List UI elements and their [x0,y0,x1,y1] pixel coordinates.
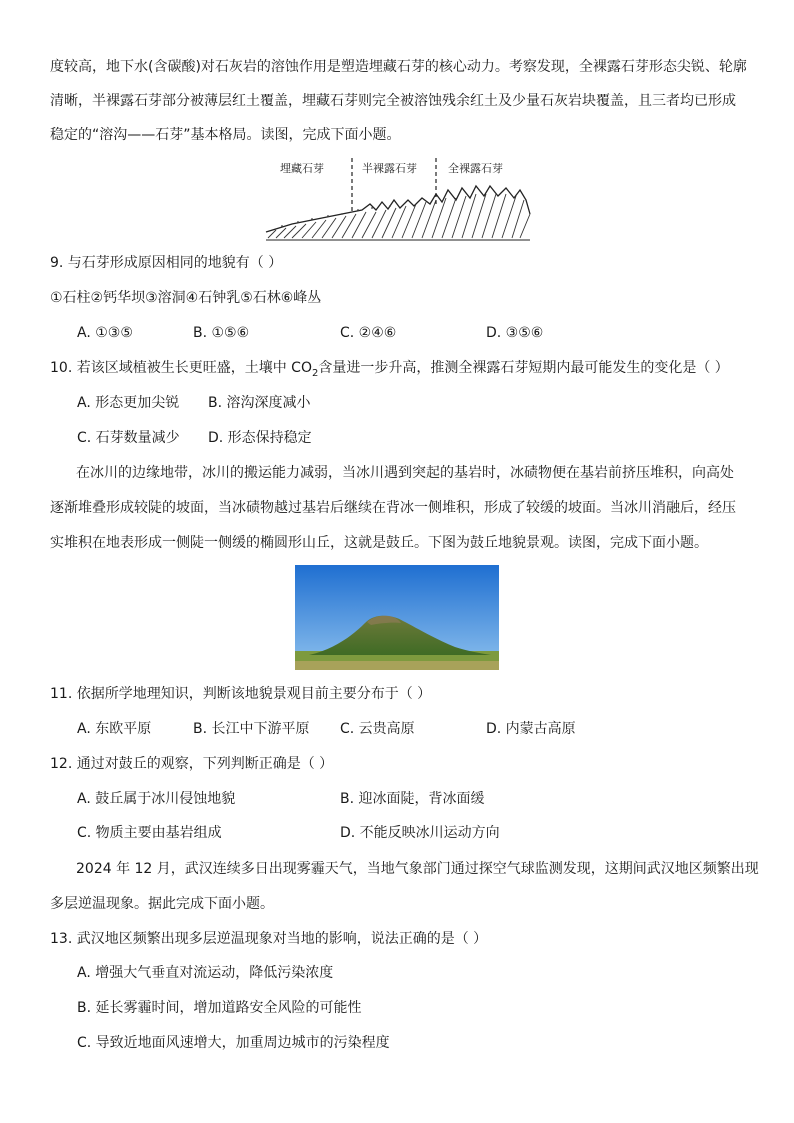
passage3-line2: 多层逆温现象。据此完成下面小题。 [50,896,274,912]
q10-option-b[interactable]: B. 溶沟深度减小 [208,395,311,411]
q12-option-a[interactable]: A. 鼓丘属于冰川侵蚀地貌 [77,791,236,807]
q10-stem-pre: 10. 若该区域植被生长更旺盛，土壤中 CO [50,360,312,376]
q13-option-c[interactable]: C. 导致近地面风速增大，加重周边城市的污染程度 [77,1035,390,1051]
q11-option-c[interactable]: C. 云贵高原 [340,721,415,737]
q9-stem: 9. 与石芽形成原因相同的地貌有（ ） [50,255,283,271]
label-half-exposed-stone-bud: 半裸露石芽 [362,162,417,175]
q13-option-a[interactable]: A. 增强大气垂直对流运动，降低污染浓度 [77,965,334,981]
q12-option-d[interactable]: D. 不能反映冰川运动方向 [340,825,500,841]
stone-bud-diagram [262,154,534,246]
passage2-line2: 逐渐堆叠形成较陡的坡面，当冰碛物越过基岩后继续在背冰一侧堆积，形成了较缓的坡面。当冰川消融后，经压 [50,500,736,516]
q11-stem: 11. 依据所学地理知识，判断该地貌景观目前主要分布于（ ） [50,686,432,702]
q11-option-d[interactable]: D. 内蒙古高原 [486,721,576,737]
label-buried-stone-bud: 埋藏石芽 [280,162,324,175]
drumlin-photo [295,565,499,670]
bedrock-hatching [268,194,530,238]
foreground-grass [295,661,499,670]
q10-option-c[interactable]: C. 石芽数量减少 [77,430,180,446]
q9-list: ①石柱②钙华坝③溶洞④石钟乳⑤石林⑥峰丛 [50,290,322,306]
q12-stem: 12. 通过对鼓丘的观察，下列判断正确是（ ） [50,756,334,772]
passage1-line2: 清晰，半裸露石芽部分被薄层红土覆盖，埋藏石芽则完全被溶蚀残余红土及少量石灰岩块覆盖，且三者均已形成 [50,93,736,109]
q10-option-a[interactable]: A. 形态更加尖锐 [77,395,180,411]
q9-option-b[interactable]: B. ①⑤⑥ [193,325,250,341]
passage1-line3: 稳定的“溶沟——石芽”基本格局。读图，完成下面小题。 [50,127,401,143]
q9-option-d[interactable]: D. ③⑤⑥ [486,325,544,341]
q10-stem [50,358,729,384]
label-full-exposed-stone-bud: 全裸露石芽 [448,162,503,175]
passage3-line1: 2024 年 12 月，武汉连续多日出现雾霾天气，当地气象部门通过探空气球监测发现，这期间武汉地区频繁出现 [76,861,759,877]
q12-option-b[interactable]: B. 迎冰面陡，背冰面缓 [340,791,485,807]
q11-option-a[interactable]: A. 东欧平原 [77,721,152,737]
q10-stem-post: 含量进一步升高，推测全裸露石芽短期内最可能发生的变化是（ ） [318,360,729,376]
passage2-line3: 实堆积在地表形成一侧陡一侧缓的椭圆形山丘，这就是鼓丘。下图为鼓丘地貌景观。读图，完成下面小题。 [50,535,708,551]
q10-option-d[interactable]: D. 形态保持稳定 [208,430,312,446]
q10-stem-sub: 2 [311,367,319,379]
q12-option-c[interactable]: C. 物质主要由基岩组成 [77,825,222,841]
passage2-line1: 在冰川的边缘地带，冰川的搬运能力减弱，当冰川遇到突起的基岩时，冰碛物便在基岩前挤压堆积，向高处 [76,465,734,481]
q13-option-b[interactable]: B. 延长雾霾时间，增加道路安全风险的可能性 [77,1000,362,1016]
q13-stem: 13. 武汉地区频繁出现多层逆温现象对当地的影响，说法正确的是（ ） [50,931,488,947]
passage1-line1: 度较高，地下水(含碳酸)对石灰岩的溶蚀作用是塑造埋藏石芽的核心动力。考察发现，全裸露石芽形态尖锐、轮廓 [50,59,747,75]
q11-option-b[interactable]: B. 长江中下游平原 [193,721,310,737]
q9-option-a[interactable]: A. ①③⑤ [77,325,133,341]
q9-option-c[interactable]: C. ②④⑥ [340,325,397,341]
